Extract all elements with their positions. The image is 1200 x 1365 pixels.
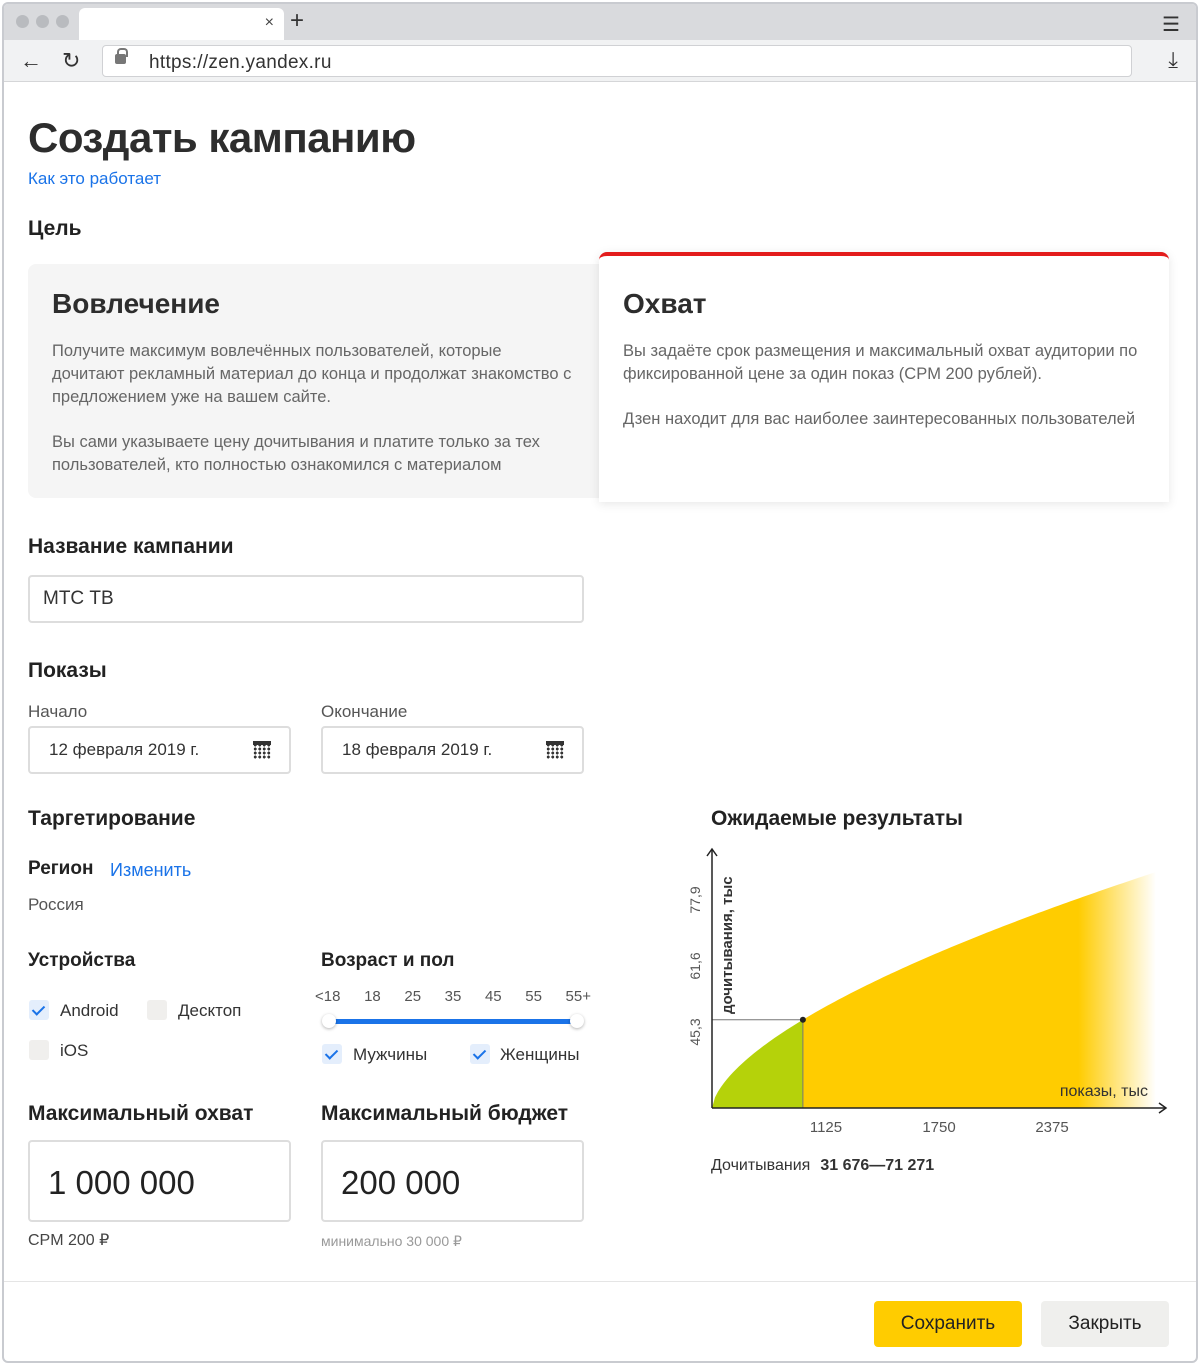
new-tab-icon[interactable]: + <box>290 7 305 34</box>
x-axis-label: показы, тыс <box>1059 1083 1148 1100</box>
save-button[interactable]: Сохранить <box>874 1301 1022 1347</box>
close-button[interactable]: Закрыть <box>1041 1301 1169 1347</box>
readings-summary <box>711 1157 934 1175</box>
max-reach-input[interactable]: 1 000 000 <box>28 1140 291 1222</box>
window-zoom-dot[interactable] <box>56 15 69 28</box>
calendar-icon[interactable] <box>253 741 271 759</box>
start-label: Начало <box>28 702 88 721</box>
cpm-note: CPM 200 ₽ <box>28 1232 110 1249</box>
window-close-dot[interactable] <box>16 15 29 28</box>
age-tick: 35 <box>444 988 462 1005</box>
start-date-field[interactable] <box>28 726 291 774</box>
page-title: Создать кампанию <box>28 114 416 161</box>
y-axis-label: дочитывания, тыс <box>719 876 736 1014</box>
age-tick: 55 <box>525 988 542 1005</box>
reload-icon[interactable]: ↻ <box>62 48 81 73</box>
goal-card-text: Вы сами указываете цену дочитывания и платите только за тех пользователей, кто полностью ознакомился с материалом <box>52 433 540 474</box>
x-tick-label: 2375 <box>1035 1119 1069 1136</box>
end-date-field[interactable] <box>321 726 584 774</box>
y-tick-label: 77,9 <box>687 886 703 914</box>
region-label: Регион <box>28 858 94 879</box>
browser-tab[interactable] <box>79 8 284 40</box>
campaign-name-input[interactable]: МТС ТВ <box>28 575 584 623</box>
ios-checkbox[interactable] <box>29 1040 49 1060</box>
desktop-label: Десктоп <box>178 1001 242 1020</box>
start-date-value: 12 февраля 2019 г. <box>49 740 200 759</box>
goal-card-engagement[interactable] <box>28 264 600 498</box>
goal-card-title: Охват <box>623 288 707 319</box>
budget-min-note: минимально 30 000 ₽ <box>321 1233 462 1249</box>
region-value: Россия <box>28 895 84 914</box>
chart-area-low <box>712 1020 803 1108</box>
tab-bar <box>4 4 1196 40</box>
age-tick: 18 <box>364 988 381 1005</box>
men-checkbox[interactable] <box>322 1044 342 1064</box>
women-label: Женщины <box>500 1045 580 1064</box>
url-text: https://zen.yandex.ru <box>149 52 332 73</box>
tab-close-icon[interactable]: × <box>264 14 274 31</box>
age-tick: <18 <box>315 988 341 1005</box>
shows-heading: Показы <box>28 659 107 682</box>
age-gender-heading: Возраст и пол <box>321 950 455 971</box>
goal-heading: Цель <box>28 217 82 240</box>
readings-range: 31 676—71 271 <box>820 1157 935 1174</box>
end-date-value: 18 февраля 2019 г. <box>342 740 493 759</box>
lock-icon <box>115 54 126 64</box>
devices-heading: Устройства <box>28 950 136 971</box>
footer-divider <box>4 1281 1196 1282</box>
goal-card-text: Дзен находит для вас наиболее заинтересованных пользователей <box>623 410 1136 428</box>
women-checkbox[interactable] <box>470 1044 490 1064</box>
browser-menu-icon[interactable]: ☰ <box>1162 14 1180 36</box>
desktop-checkbox[interactable] <box>147 1000 167 1020</box>
android-label: Android <box>60 1001 119 1020</box>
goal-card-title: Вовлечение <box>52 288 220 319</box>
age-tick: 25 <box>404 988 422 1005</box>
expected-results-chart <box>676 842 1176 1142</box>
campaign-name-heading: Название кампании <box>28 535 234 558</box>
browser-window <box>2 2 1198 1363</box>
y-tick-label: 45,3 <box>687 1018 703 1046</box>
age-slider-max-handle[interactable] <box>570 1014 584 1028</box>
back-icon[interactable]: ← <box>20 48 42 73</box>
age-slider-min-handle[interactable] <box>322 1014 336 1028</box>
max-reach-heading: Максимальный охват <box>28 1102 254 1125</box>
x-tick-label: 1750 <box>922 1119 956 1136</box>
goal-card-reach[interactable] <box>599 252 1169 502</box>
marker-point <box>800 1017 806 1023</box>
age-tick: 55+ <box>565 988 591 1005</box>
ios-label: iOS <box>60 1041 89 1060</box>
x-tick-label: 1125 <box>809 1119 843 1136</box>
window-minimize-dot[interactable] <box>36 15 49 28</box>
age-range-track[interactable] <box>329 1019 579 1024</box>
y-tick-label: 61,6 <box>687 952 703 980</box>
max-budget-heading: Максимальный бюджет <box>321 1102 569 1125</box>
end-label: Окончание <box>321 702 408 721</box>
how-it-works-link[interactable]: Как это работает <box>28 169 162 188</box>
max-budget-input[interactable]: 200 000 <box>321 1140 584 1222</box>
expected-results-title: Ожидаемые результаты <box>711 807 963 830</box>
address-bar[interactable] <box>102 45 1132 77</box>
readings-label: Дочитывания <box>711 1157 811 1174</box>
targeting-heading: Таргетирование <box>28 807 196 830</box>
calendar-icon[interactable] <box>546 741 564 759</box>
goal-card-text: Получите максимум вовлечённых пользователей, которые дочитают рекламный материал до конца и продолжат знакомство с предложением уже на вашем сайте. <box>52 342 572 406</box>
age-tick: 45 <box>484 988 502 1005</box>
nav-bar <box>4 40 1196 82</box>
android-checkbox[interactable] <box>29 1000 49 1020</box>
chart-area-high <box>803 872 1156 1108</box>
region-change-link[interactable]: Изменить <box>110 860 192 880</box>
age-scale <box>315 988 591 1005</box>
goal-card-text: Вы задаёте срок размещения и максимальный охват аудитории по фиксированной цене за один показ (CPM 200 рублей). <box>623 342 1138 383</box>
men-label: Мужчины <box>353 1045 428 1064</box>
page-content <box>4 82 1196 1363</box>
download-icon[interactable]: ⤓ <box>1168 47 1178 72</box>
